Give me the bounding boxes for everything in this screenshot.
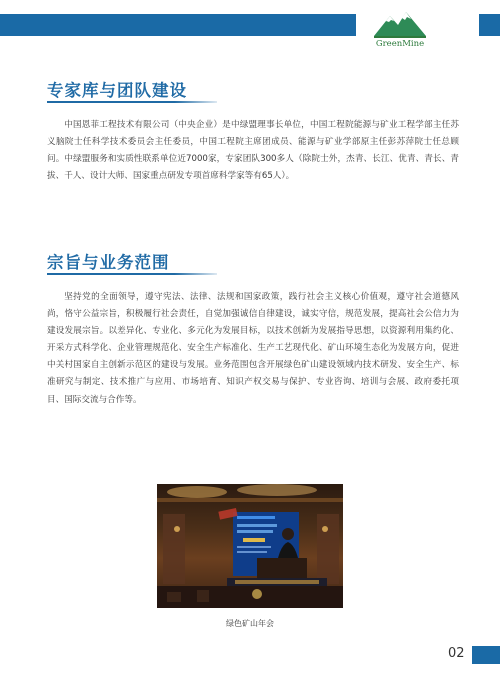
- section-heading-mission-scope: 宗旨与业务范围: [47, 253, 170, 272]
- logo-text: GreenMine: [375, 39, 425, 49]
- conference-photo: [157, 484, 343, 608]
- heading-underline: [47, 101, 217, 103]
- header-bar-end: [479, 14, 500, 36]
- section-body-mission-scope: 坚持党的全面领导，遵守宪法、法律、法规和国家政策，践行社会主义核心价值观，遵守社会道德风尚，恪守公益宗旨，积极履行社会责任，自觉加强诚信自律建设，诚实守信，规范发展，提高社会公信力为建设发展宗旨。以差异化、专业化、多元化为发展目标，以技术创新为发展指导思想，以资源利用集约化、开采方式科学化、企业管理规范化、安全生产标准化、生产工艺现代化、矿山环境生态化为发展方向，促进中关村国家自主创新示范区的建设与发展。业务范围包含开展绿色矿山建设领域内技术研发、安全生产、标准研究与制定、技术推广与应用、市场培育、知识产权交易与保护、专业咨询、培训与会展、政府委托项目、国际交流与合作等。: [47, 292, 459, 405]
- mountain-icon: [370, 8, 430, 40]
- section-heading-expert-team: 专家库与团队建设: [47, 81, 187, 100]
- header-bar: [0, 14, 356, 36]
- page-number: 02: [448, 646, 465, 661]
- heading-underline: [47, 273, 217, 275]
- greenmine-logo: [370, 8, 430, 54]
- footer-bar: [472, 646, 500, 664]
- photo-caption: 绿色矿山年会: [226, 619, 274, 628]
- section-body-expert-team: 中国恩菲工程技术有限公司（中央企业）是中绿盟理事长单位，中国工程院能源与矿业工程学部主任苏义脑院士任科学技术委员会主任委员，中国工程院主席团成员、能源与矿业学部原主任彭苏萍院士任总顾问。中绿盟服务和实质性联系单位近7000家，专家团队300多人（除院士外，杰青、长江、优青、青长、青拔、千人、设计大师、国家重点研发专项首席科学家等有65人）。: [47, 120, 459, 182]
